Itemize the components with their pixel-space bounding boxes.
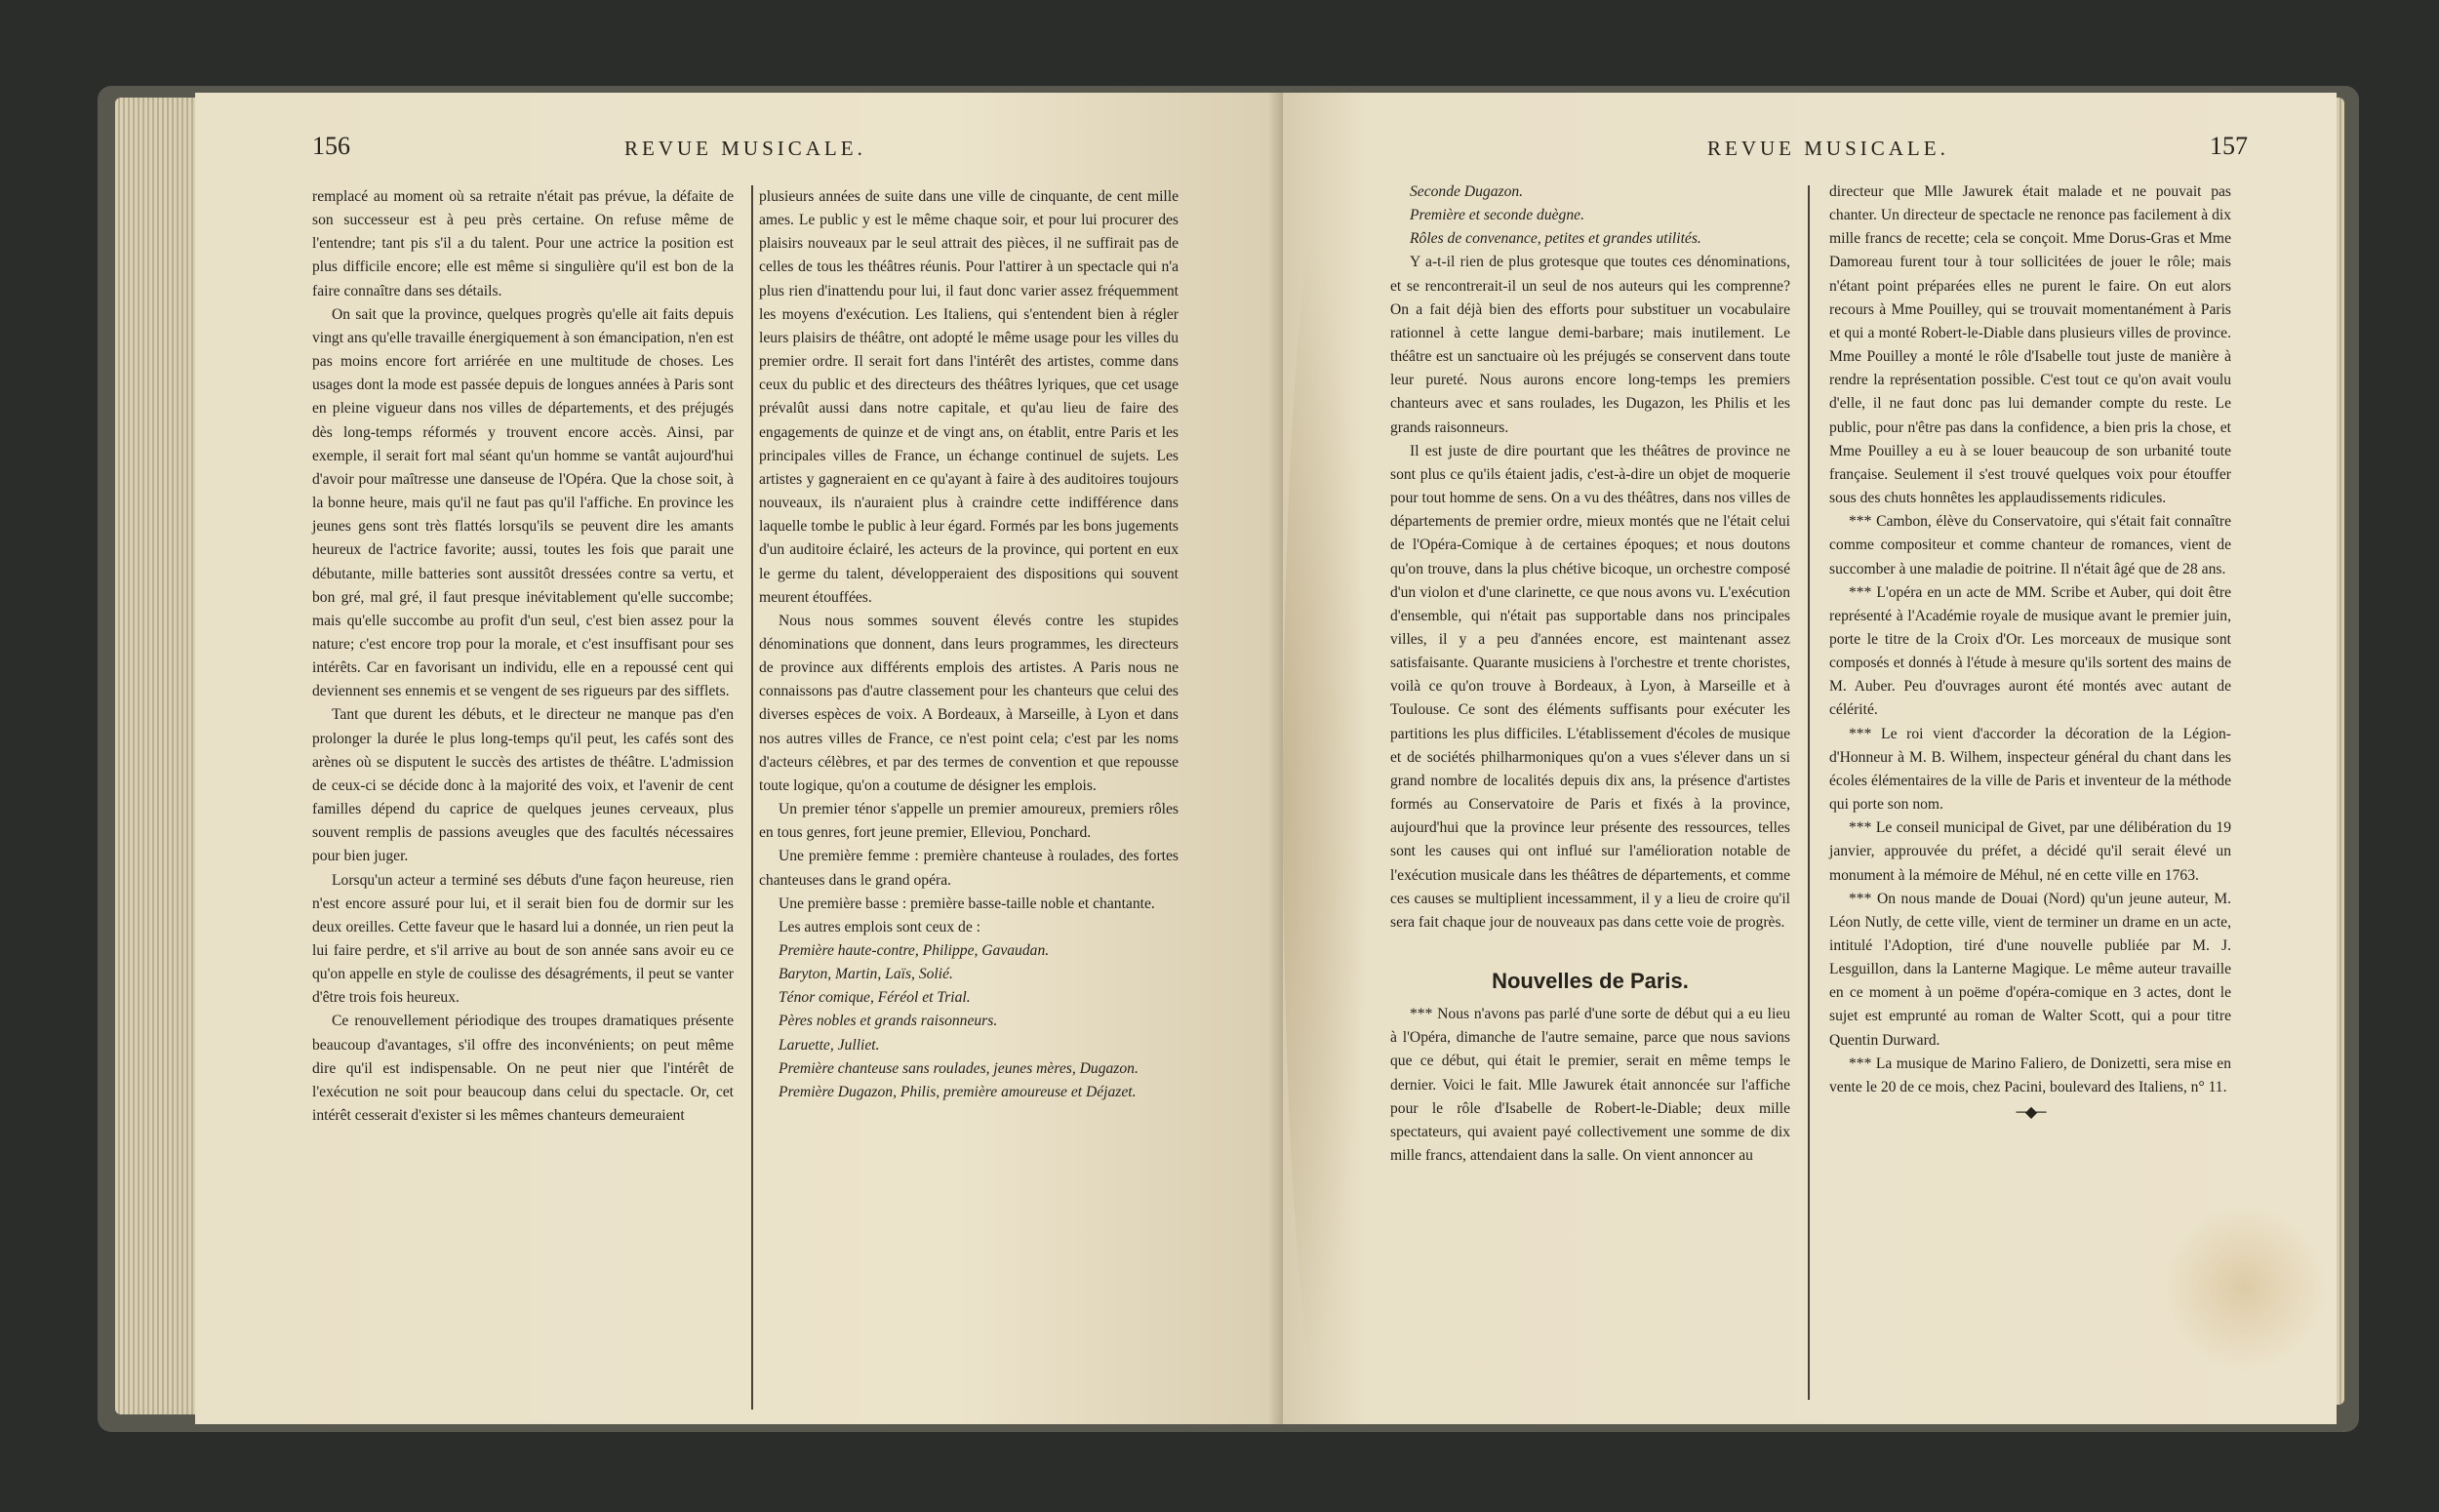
emploi-item: Pères nobles et grands raisonneurs. [779, 1013, 998, 1030]
paragraph: Les autres emplois sont ceux de : [779, 918, 980, 935]
text-column-1 [1390, 180, 1790, 1168]
emploi-item: Première Dugazon, Philis, première amoureuse et Déjazet. [779, 1083, 1137, 1100]
news-item: *** La musique de Marino Faliero, de Donizetti, sera mise en vente le 20 de ce mois, chez Pacini, boulevard des Italiens, n° 11. [1829, 1054, 2231, 1095]
paragraph: Ce renouvellement périodique des troupes dramatiques présente beaucoup d'avantages, s'il offre des inconvénients; on peut même dire qu'il est indispensable. On ne peut nier que l'intérêt de l'exécution ne soit pour beaucoup dans celui du spectacle. Or, cet intérêt cesserait d'exister si les mêmes chanteurs demeuraient [312, 1013, 734, 1125]
paragraph: Une première femme : première chanteuse à roulades, des fortes chanteuses dans le grand opéra. [759, 848, 1179, 889]
news-item: *** Le conseil municipal de Givet, par une délibération du 19 janvier, approuvée du préfet, a décidé qu'il serait élevé un monument à la mémoire de Méhul, né en cette ville en 1763. [1829, 819, 2231, 884]
running-header: REVUE MUSICALE. [1707, 137, 1949, 160]
text-column-2 [759, 185, 1179, 1104]
page-number: 157 [2210, 132, 2248, 160]
news-item: *** L'opéra en un acte de MM. Scribe et Auber, qui doit être représenté à l'Académie royale de musique avant le premier juin, porte le titre de la Croix d'Or. Les morceaux de musique sont composés et donnés à l'étude à mesure qu'ils sortent des mains de M. Auber. Peu d'ouvrages auront été montés avec autant de célérité. [1829, 583, 2231, 719]
paper-stain [2161, 1205, 2327, 1371]
left-page [195, 93, 1283, 1424]
column-rule [1808, 185, 1810, 1400]
emploi-item: Rôles de convenance, petites et grandes utilités. [1410, 230, 1701, 248]
text-column-2 [1829, 180, 2231, 1125]
paragraph: Il est juste de dire pourtant que les théâtres de province ne sont plus ce qu'ils étaient jadis, c'est-à-dire un objet de moquerie pour tout homme de sens. On a vu des théâtres, dans nos villes de départements de premier ordre, mieux montés que ne l'était celui de l'Opéra-Comique à de certaines époques; et nous doutons qu'on trouve, dans la plus chétive bicoque, un orchestre composé d'un violon et d'une clarinette, ce que nous avons vu. L'exécution d'ensemble, qui n'était pas supportable dans nos principales villes, il y a peu d'années encore, est maintenant assez satisfaisante. Quarante musiciens à l'orchestre et trente choristes, voilà ce qu'on trouve à Bordeaux, à Lyon, à Marseille et à Toulouse. Ce sont des éléments suffisants pour exécuter les partitions les plus difficiles. L'établissement d'écoles de musique et de sociétés philharmoniques qu'on a vues s'élever dans un si grand nombre de localités depuis dix ans, la présence d'artistes formés au Conservatoire de Paris et fixés à la province, aujourd'hui que la province leur présente des ressources, telles sont les causes qui ont influé sur l'amélioration notable de l'exécution musicale dans les théâtres de départements, et comme ces causes se multiplient incessamment, il y a lieu de croire qu'il sera fait chaque jour de nouveaux pas dans cette voie de progrès. [1390, 442, 1790, 931]
emploi-item: Baryton, Martin, Laïs, Solié. [779, 966, 953, 983]
column-rule [751, 185, 753, 1410]
news-item: *** Nous n'avons pas parlé d'une sorte de début qui a eu lieu à l'Opéra, dimanche de l'autre semaine, parce que nous savions que ce début, qui était le premier, serait en même temps le dernier. Voici le fait. Mlle Jawurek était annoncée sur l'affiche pour le rôle d'Isabelle de Robert-le-Diable; deux mille spectateurs, qui avaient payé collectivement une somme de dix mille francs, attendaient dans la salle. On vient annoncer au [1390, 1006, 1790, 1165]
emploi-item: Première haute-contre, Philippe, Gavaudan. [779, 942, 1050, 959]
news-item: *** Cambon, élève du Conservatoire, qui s'était fait connaître comme compositeur et comme chanteur de romances, vient de succomber à une maladie de poitrine. Il n'était âgé que de 28 ans. [1829, 513, 2231, 577]
paragraph: Nous nous sommes souvent élevés contre les stupides dénominations que donnent, dans leurs programmes, les directeurs de province aux différents emplois des artistes. A Paris nous ne connaissons pas d'autre classement pour les chanteurs que celui des diverses espèces de voix. A Bordeaux, à Marseille, à Lyon et dans nos autres villes de France, ce n'est point cela; c'est par les noms d'acteurs célèbres, et par des termes de convention et que repousse toute logique, qu'on a coutume de désigner les emplois. [759, 612, 1179, 794]
text-column-1 [312, 185, 734, 1128]
paragraph: directeur que Mlle Jawurek était malade et ne pouvait pas chanter. Un directeur de spectacle ne renonce pas facilement à dix mille francs de recette; cela se conçoit. Mme Dorus-Gras et Mme Damoreau furent tour à tour sollicitées de jouer le rôle; mais n'étant point préparées elles ne purent le faire. On eut alors recours à Mme Pouilley, qui se trouvait momentanément à Paris et qui a monté Robert-le-Diable dans plusieurs villes de province. Mme Pouilley a monté le rôle d'Isabelle tout juste de manière à rendre la représentation possible. C'est tout ce qu'on avait voulu d'elle, il ne faut donc pas lui demander compte du reste. Le public, pour n'être pas dans la confidence, a bien pris la chose, et Mme Pouilley a eu à se louer beaucoup de son urbanité toute française. Seulement il s'est trouvé quelques voix pour étouffer sous des chuts honnêtes les applaudissements ridicules. [1829, 183, 2231, 507]
emploi-item: Seconde Dugazon. [1410, 183, 1524, 200]
emploi-item: Première chanteuse sans roulades, jeunes mères, Dugazon. [779, 1059, 1139, 1077]
section-title: Nouvelles de Paris. [1492, 969, 1689, 993]
paper-stain [1283, 190, 1371, 1410]
paragraph: Un premier ténor s'appelle un premier amoureux, premiers rôles en tous genres, fort jeune premier, Elleviou, Ponchard. [759, 801, 1179, 842]
news-item: *** On nous mande de Douai (Nord) qu'un jeune auteur, M. Léon Nutly, de cette ville, vient de terminer un drame en un acte, intitulé l'Adoption, tiré d'une nouvelle publiée par M. J. Lesguillon, dans la Lanterne Magique. Le même auteur travaille en ce moment à un poëme d'opéra-comique en 3 actes, dont le sujet est emprunté au roman de Walter Scott, qui a pour titre Quentin Durward. [1829, 890, 2231, 1049]
page-number: 156 [312, 132, 350, 160]
right-page [1283, 93, 2337, 1424]
news-item: *** Le roi vient d'accorder la décoration de la Légion-d'Honneur à M. B. Wilhem, inspecteur général du chant dans les écoles élémentaires de la ville de Paris et inventeur de la méthode qui porte son nom. [1829, 725, 2231, 814]
paragraph: Lorsqu'un acteur a terminé ses débuts d'une façon heureuse, rien n'est encore assuré pour lui, et il serait bien fou de dormir sur les deux oreilles. Cette faveur que le hasard lui a donnée, un rien peut la lui faire perdre, et s'il arrive au bout de son année sans avoir eu ce qu'on appelle en style de coulisse des désagréments, il peut se vanter d'être trois fois heureux. [312, 871, 734, 1007]
paragraph: Tant que durent les débuts, et le directeur ne manque pas d'en prolonger la durée le plus long-temps qu'il peut, les cafés sont des arènes où se disputent le succès des artistes de théâtre. L'admission de ceux-ci se décide donc à la majorité des voix, et l'avenir de cent familles dépend du caprice de quelques jeunes cerveaux, plus souvent remplis de passions aveugles que des facultés nécessaires pour bien juger. [312, 706, 734, 865]
paragraph: plusieurs années de suite dans une ville de cinquante, de cent mille ames. Le public y est le même chaque soir, et pour lui procurer des plaisirs nouveaux par le seul attrait des pièces, il ne suffirait pas de celles de tous les théâtres réunis. Pour l'attirer à un spectacle qui n'a plus rien d'inattendu pour lui, il faut donc varier assez fréquemment les moyens d'exécution. Les Italiens, qui s'entendent bien à régler leurs plaisirs de théâtre, ont adopté le même usage pour les villes du premier ordre. Il serait fort dans l'intérêt des artistes, comme dans ceux du public et des directeurs des théâtres lyriques, que cet usage prévalût aussi dans notre capitale, et qu'au lieu de faire des engagements de quinze et de vingt ans, on établit, entre Paris et les principales villes de France, un échange continuel de sujets. Les artistes y gagneraient en ce qu'ayant à faire à des auditoires toujours nouveaux, ils n'auraient plus à craindre cette indifférence dans laquelle tombe le public à leur égard. Formés par les bons jugements d'un auditoire éclairé, les acteurs de la province, qui portent en eux le germe du talent, développeraient des dispositions qui souvent meurent étouffées. [759, 188, 1179, 606]
paragraph: Une première basse : première basse-taille noble et chantante. [779, 895, 1155, 912]
running-header: REVUE MUSICALE. [624, 137, 866, 160]
left-page-edges [115, 98, 203, 1414]
paragraph: On sait que la province, quelques progrès qu'elle ait faits depuis vingt ans qu'elle travaille énergiquement à son émancipation, n'en est pas moins encore fort arriérée en une multitude de choses. Les usages dont la mode est passée depuis de longues années à Paris sont en pleine vigueur dans nos villes de départements, et des préjugés dès long-temps réformés y trouvent encore accès. Ainsi, par exemple, il serait fort mal séant qu'un homme se vantât aujourd'hui d'avoir pour maîtresse une danseuse de l'Opéra. Que la chose soit, à la bonne heure, mais qu'il ne faut pas qu'il l'affiche. En province les jeunes gens sont très flattés lorsqu'ils se peuvent dire les amants heureux de l'actrice favorite; aussi, toutes les fois que parait une débutante, mille batteries sont aussitôt dressées contre sa vertu, et bon gré, mal gré, il faut presque inévitablement qu'elle succombe; mais qu'elle succombe au profit d'un seul, c'est bien assez pour la nature; c'est encore trop pour la morale, et c'est insuffisant pour ses intérêts. Car en favorisant un individu, elle en a repoussé cent qui deviennent ses ennemis et se vengent de ses rigueurs par des sifflets. [312, 305, 734, 700]
emploi-item: Ténor comique, Féréol et Trial. [779, 989, 971, 1007]
paragraph: remplacé au moment où sa retraite n'était pas prévue, la défaite de son successeur est à peu près certaine. On refuse même de l'entendre; tant pis s'il a du talent. Pour une actrice la position est plus difficile encore; elle est même si singulière qu'il est bon de la faire connaître dans ses détails. [312, 188, 734, 299]
end-ornament: ─◆─ [2016, 1104, 2045, 1122]
emploi-item: Première et seconde duègne. [1410, 207, 1584, 224]
emploi-item: Laruette, Julliet. [779, 1036, 880, 1054]
paragraph: Y a-t-il rien de plus grotesque que toutes ces dénominations, et se rencontrerait-il un seul de nos auteurs qui les comprenne? On a fait déjà bien des efforts pour substituer un vocabulaire rationnel à cette langue demi-barbare; mais inutilement. Le théâtre est un sanctuaire où les préjugés se conservent dans toute leur pureté. Nous aurons encore long-temps les premiers chanteurs avec et sans roulades, les Dugazon, les Philis et les grands raisonneurs. [1390, 254, 1790, 436]
